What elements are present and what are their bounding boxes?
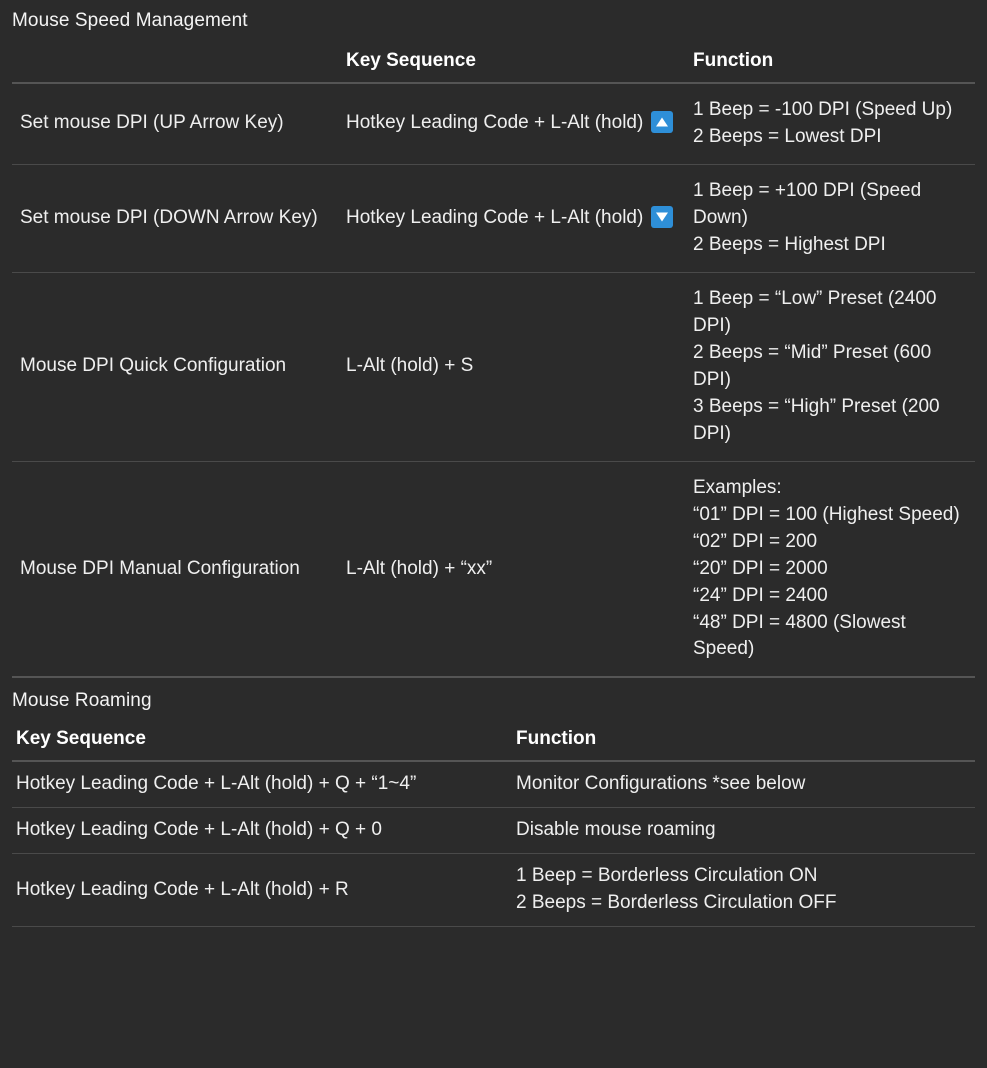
table-row [12, 461, 975, 677]
table-row [12, 272, 975, 461]
row-function [512, 854, 975, 927]
row-key-sequence: L-Alt (hold) + “xx” [338, 461, 685, 677]
row-key-sequence: L-Alt (hold) + S [338, 272, 685, 461]
row-key-sequence: Hotkey Leading Code + L-Alt (hold) + R [12, 854, 512, 927]
function-line: 2 Beeps = Borderless Circulation OFF [516, 892, 837, 914]
speed-section-title: Mouse Speed Management [12, 10, 248, 31]
row-name: Mouse DPI Quick Configuration [12, 272, 338, 461]
function-line: “01” DPI = 100 (Highest Speed) [693, 503, 960, 525]
roaming-section-title: Mouse Roaming [12, 690, 152, 712]
row-function [685, 83, 975, 164]
row-function: Disable mouse roaming [512, 808, 975, 854]
function-line: 2 Beeps = Lowest DPI [693, 125, 882, 147]
row-key-sequence [338, 83, 685, 164]
row-key-sequence [338, 164, 685, 272]
function-line: “20” DPI = 2000 [693, 557, 828, 579]
function-line: “02” DPI = 200 [693, 530, 818, 552]
column-header-key-sequence: Key Sequence [338, 42, 685, 83]
function-line: 2 Beeps = Highest DPI [693, 233, 886, 255]
function-line: 1 Beep = -100 DPI (Speed Up) [693, 99, 953, 120]
mouse-roaming-table [12, 722, 975, 927]
arrow-up-icon [651, 111, 673, 133]
row-name: Set mouse DPI (UP Arrow Key) [12, 83, 338, 164]
key-sequence-text: Hotkey Leading Code + L-Alt (hold) [346, 112, 644, 134]
table-row [12, 164, 975, 272]
row-function [685, 164, 975, 272]
function-line: 3 Beeps = “High” Preset (200 DPI) [693, 395, 940, 444]
column-header-function: Function [512, 722, 975, 761]
mouse-speed-table [12, 42, 975, 678]
function-line: “24” DPI = 2400 [693, 584, 828, 606]
table-header-row [12, 722, 975, 761]
key-sequence-text: Hotkey Leading Code + L-Alt (hold) [346, 206, 644, 228]
function-line: 1 Beep = Borderless Circulation ON [516, 865, 818, 887]
row-key-sequence: Hotkey Leading Code + L-Alt (hold) + Q + 0 [12, 808, 512, 854]
roaming-section [0, 680, 987, 927]
table-row [12, 761, 975, 807]
arrow-down-icon [651, 206, 673, 228]
row-function [685, 272, 975, 461]
row-function [685, 461, 975, 677]
row-name: Mouse DPI Manual Configuration [12, 461, 338, 677]
table-row [12, 83, 975, 164]
column-header-function: Function [685, 42, 975, 83]
column-header-name [12, 42, 338, 83]
table-header-row [12, 42, 975, 83]
function-line: Examples: [693, 476, 782, 498]
function-line: 1 Beep = “Low” Preset (2400 DPI) [693, 287, 937, 336]
column-header-key-sequence: Key Sequence [12, 722, 512, 761]
function-line: 2 Beeps = “Mid” Preset (600 DPI) [693, 341, 932, 390]
function-line: “48” DPI = 4800 (Slowest Speed) [693, 611, 906, 660]
table-row [12, 854, 975, 927]
row-key-sequence: Hotkey Leading Code + L-Alt (hold) + Q + “1~4” [12, 761, 512, 807]
row-name: Set mouse DPI (DOWN Arrow Key) [12, 164, 338, 272]
row-function: Monitor Configurations *see below [512, 761, 975, 807]
table-row [12, 808, 975, 854]
function-line: 1 Beep = +100 DPI (Speed Down) [693, 179, 922, 228]
